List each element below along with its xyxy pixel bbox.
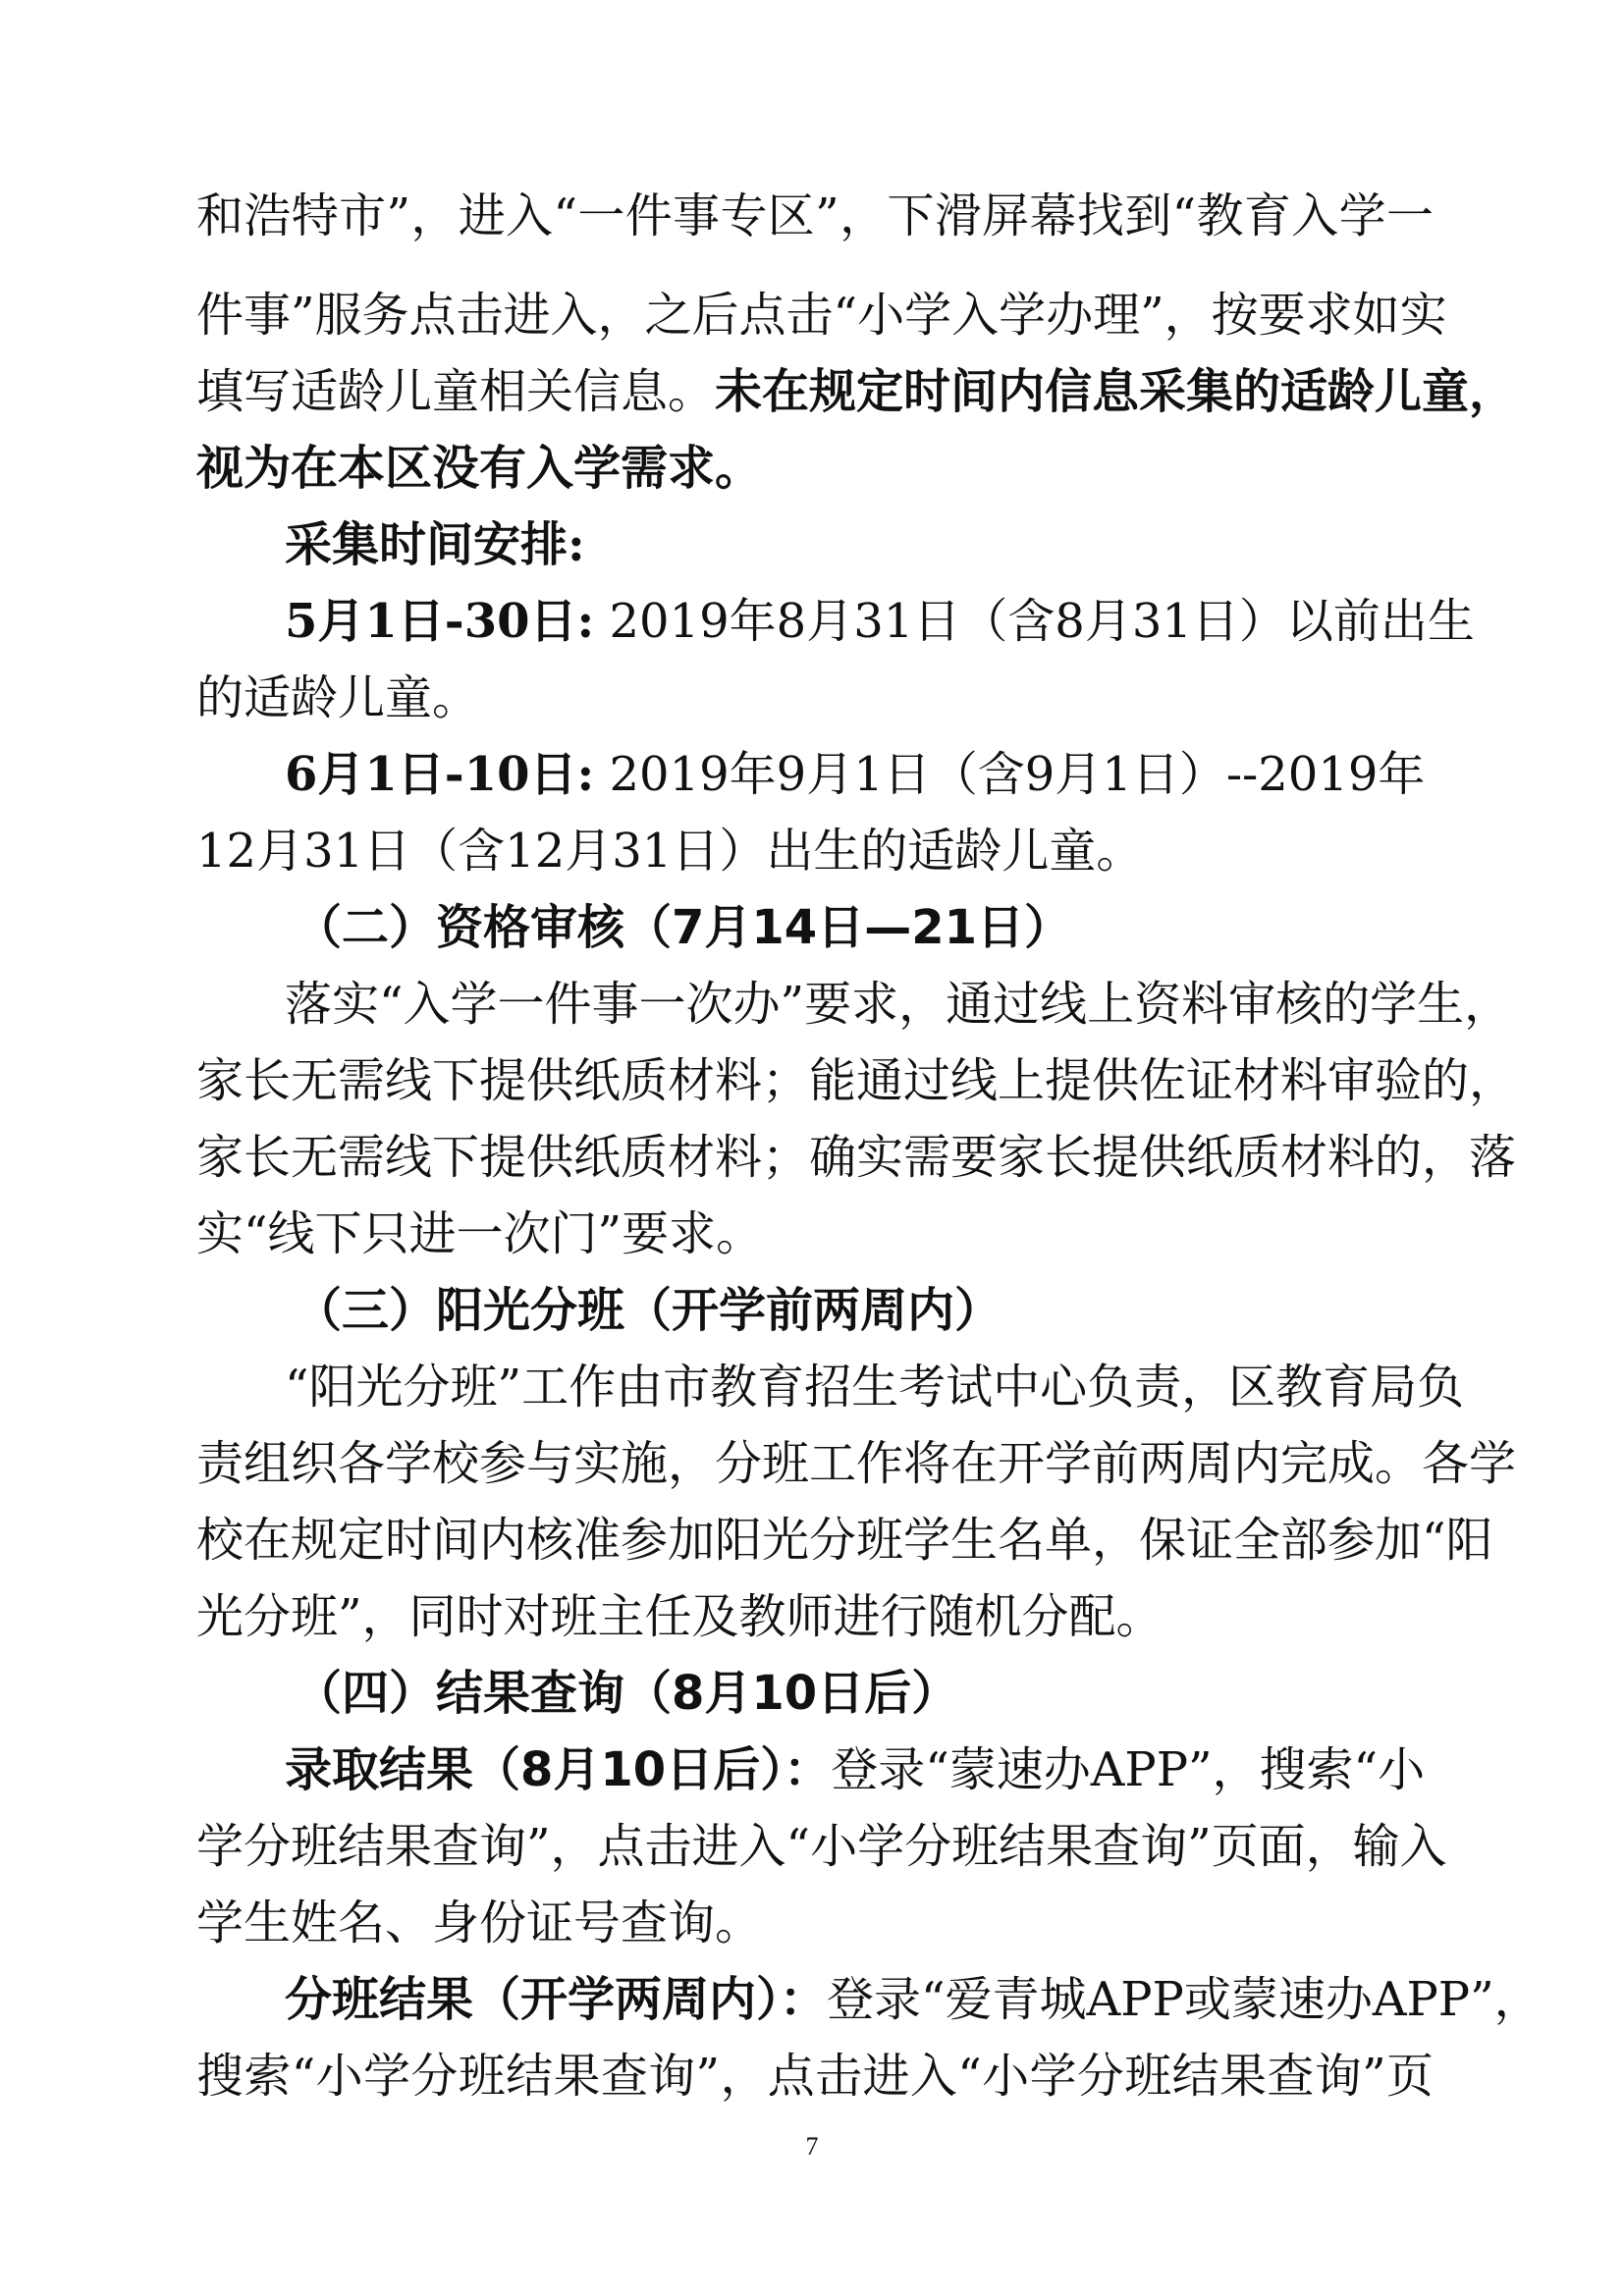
para1-line1: 和浩特市”，进入“一件事专区”，下滑屏幕找到“教育入学一 [196,188,1434,243]
section2-line4: 实“线下只进一次门”要求。 [196,1206,764,1261]
result1-line [285,1740,1434,1799]
section3-line1: “阳光分班”工作由市教育招生考试中心负责，区教育局负 [285,1360,1465,1415]
para1-line2: 件事”服务点击进入，之后点击“小学入学办理”，按要求如实 [196,288,1447,343]
section3-heading: （三）阳光分班（开学前两周内） [295,1283,1002,1338]
result1-line2: 学分班结果查询”，点击进入“小学分班结果查询”页面，输入 [196,1819,1447,1874]
schedule-item2-text: 2019年9月1日（含9月1日）--2019年 [594,747,1426,802]
para1-line3-bold: 未在规定时间内信息采集的适龄儿童， [715,364,1517,419]
page-number: 7 [805,2132,819,2161]
section3-line4: 光分班”，同时对班主任及教师进行随机分配。 [196,1589,1164,1644]
section2-line2: 家长无需线下提供纸质材料；能通过线上提供佐证材料审验的， [196,1053,1517,1108]
schedule-heading: 采集时间安排: [285,517,585,572]
section3-line2: 责组织各学校参与实施，分班工作将在开学前两周内完成。各学 [196,1436,1517,1491]
result1-line3: 学生姓名、身份证号查询。 [196,1896,763,1950]
section2-heading: （二）资格审核（7月14日—21日） [295,900,1071,955]
result1-text: 登录“蒙速办APP”，搜索“小 [831,1742,1426,1797]
schedule-item1 [285,592,1475,651]
schedule-item1-text: 2019年8月31日（含8月31日）以前出生 [594,594,1475,649]
para1-line4: 视为在本区没有入学需求。 [196,441,763,496]
schedule-item1-cont: 的适龄儿童。 [196,670,480,725]
result1-label: 录取结果（8月10日后）： [285,1742,832,1797]
result2-label: 分班结果（开学两周内）： [285,1972,828,2027]
result2-line [285,1970,1542,2029]
schedule-item2-label: 6月1日-10日: [285,747,595,802]
section2-line1: 落实“入学一件事一次办”要求，通过线上资料审核的学生， [285,977,1512,1032]
section4-heading: （四）结果查询（8月10日后） [295,1666,959,1721]
result2-line2: 搜索“小学分班结果查询”，点击进入“小学分班结果查询”页 [196,2049,1434,2104]
schedule-item2-cont: 12月31日（含12月31日）出生的适龄儿童。 [196,824,1144,879]
para1-line3 [196,362,1517,421]
section2-line3: 家长无需线下提供纸质材料；确实需要家长提供纸质材料的，落 [196,1130,1517,1185]
schedule-item1-label: 5月1日-30日: [285,594,595,649]
schedule-item2 [285,745,1434,804]
section3-line3: 校在规定时间内核准参加阳光分班学生名单，保证全部参加“阳 [196,1513,1493,1568]
result2-text: 登录“爱青城APP或蒙速办APP”， [827,1972,1542,2027]
para1-line3-normal: 填写适龄儿童相关信息。 [196,364,716,419]
